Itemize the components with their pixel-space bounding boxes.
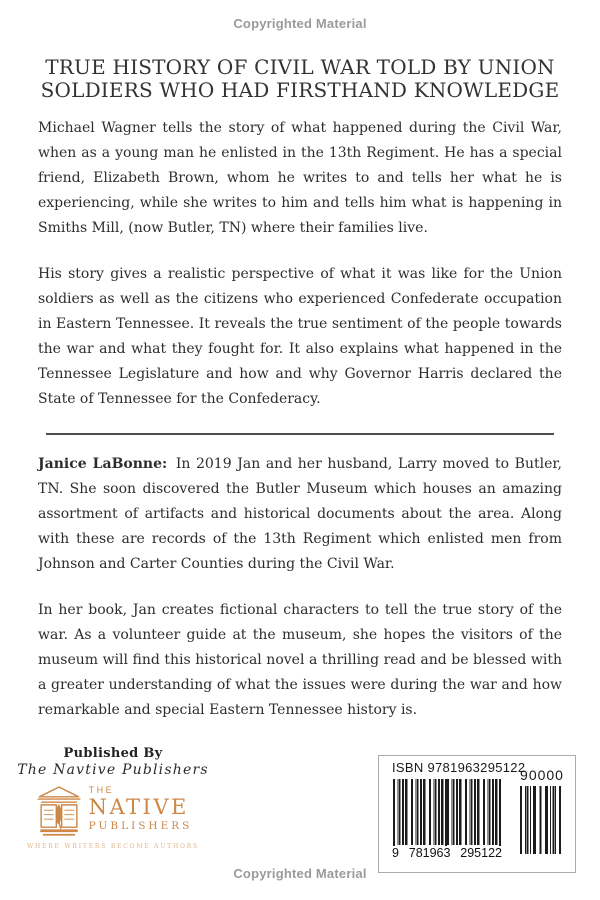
publisher-logo xyxy=(14,783,212,850)
barcode-guard-bar xyxy=(393,779,395,855)
logo-word-publishers: PUBLISHERS xyxy=(88,820,193,832)
barcode-digit-group1: 781963 xyxy=(408,846,451,860)
isbn-barcode-box xyxy=(378,755,576,873)
barcode-guard-bar xyxy=(499,779,501,855)
ean13-barcode xyxy=(393,779,501,845)
back-cover-text xyxy=(38,116,562,744)
book-title-line1: TRUE HISTORY OF CIVIL WAR TOLD BY UNION xyxy=(45,55,555,79)
paragraph-author-bio xyxy=(38,452,562,577)
book-title xyxy=(0,56,600,102)
paragraph-synopsis-2: His story gives a realistic perspective of what it was like for the Union soldiers as well as the citizens who experienced Confederate occupation in Eastern Tennessee. It reveals the true sentiment of the people towards the war and what they fought for. It also explains what happened in the Tennessee Legislature and how and why Governor Harris declared the State of Tennessee for the Confederacy. xyxy=(38,266,562,407)
paragraph-closing: In her book, Jan creates fictional characters to tell the true story of the war. As a volunteer guide at the museum, she hopes the visitors of the museum will find this historical novel a thrilling read and be blessed with a greater understanding of what the issues were during the war and how remarkable and special Eastern Tennessee history is. xyxy=(38,602,562,718)
barcode-digits xyxy=(391,846,503,860)
divider-line xyxy=(46,433,554,435)
barcode-price-supplement: 90000 xyxy=(520,767,564,783)
copyright-notice-bottom: Copyrighted Material xyxy=(233,866,367,881)
barcode-guard-bar xyxy=(445,779,447,855)
isbn-number-label: ISBN 9781963295122 xyxy=(392,760,526,775)
logo-word-native: NATIVE xyxy=(88,795,189,819)
publisher-logo-emblem-icon xyxy=(34,783,84,841)
book-title-line2: SOLDIERS WHO HAD FIRSTHAND KNOWLEDGE xyxy=(40,78,560,102)
publisher-name: The Navtive Publishers xyxy=(17,762,209,778)
published-by-label: Published By xyxy=(63,746,163,761)
ean5-supplement-barcode xyxy=(520,786,565,854)
barcode-digit-group2: 295122 xyxy=(460,846,502,860)
barcode-digit-left: 9 xyxy=(392,846,399,860)
author-bio-text: In 2019 Jan and her husband, Larry moved to Butler, TN. She soon discovered the Butler Museum which houses an amazing assortment of artifacts and historical documents about the area. Along with these are records of the 13th Regiment which enlisted men from Johnson and Carter Counties during the Civil War. xyxy=(38,456,562,572)
logo-word-the: THE xyxy=(88,785,115,795)
copyright-notice-top: Copyrighted Material xyxy=(233,16,367,31)
logo-tagline: WHERE WRITERS BECOME AUTHORS xyxy=(27,843,199,850)
author-name: Janice LaBonne: xyxy=(38,456,168,472)
paragraph-synopsis-1: Michael Wagner tells the story of what happened during the Civil War, when as a young man he enlisted in the 13th Regiment. He has a special friend, Elizabeth Brown, whom he writes to and tells her what he is experiencing, while she writes to him and tells him what is happening in Smiths Mill, (now Butler, TN) where their families live. xyxy=(38,120,562,236)
publisher-block xyxy=(14,746,212,850)
